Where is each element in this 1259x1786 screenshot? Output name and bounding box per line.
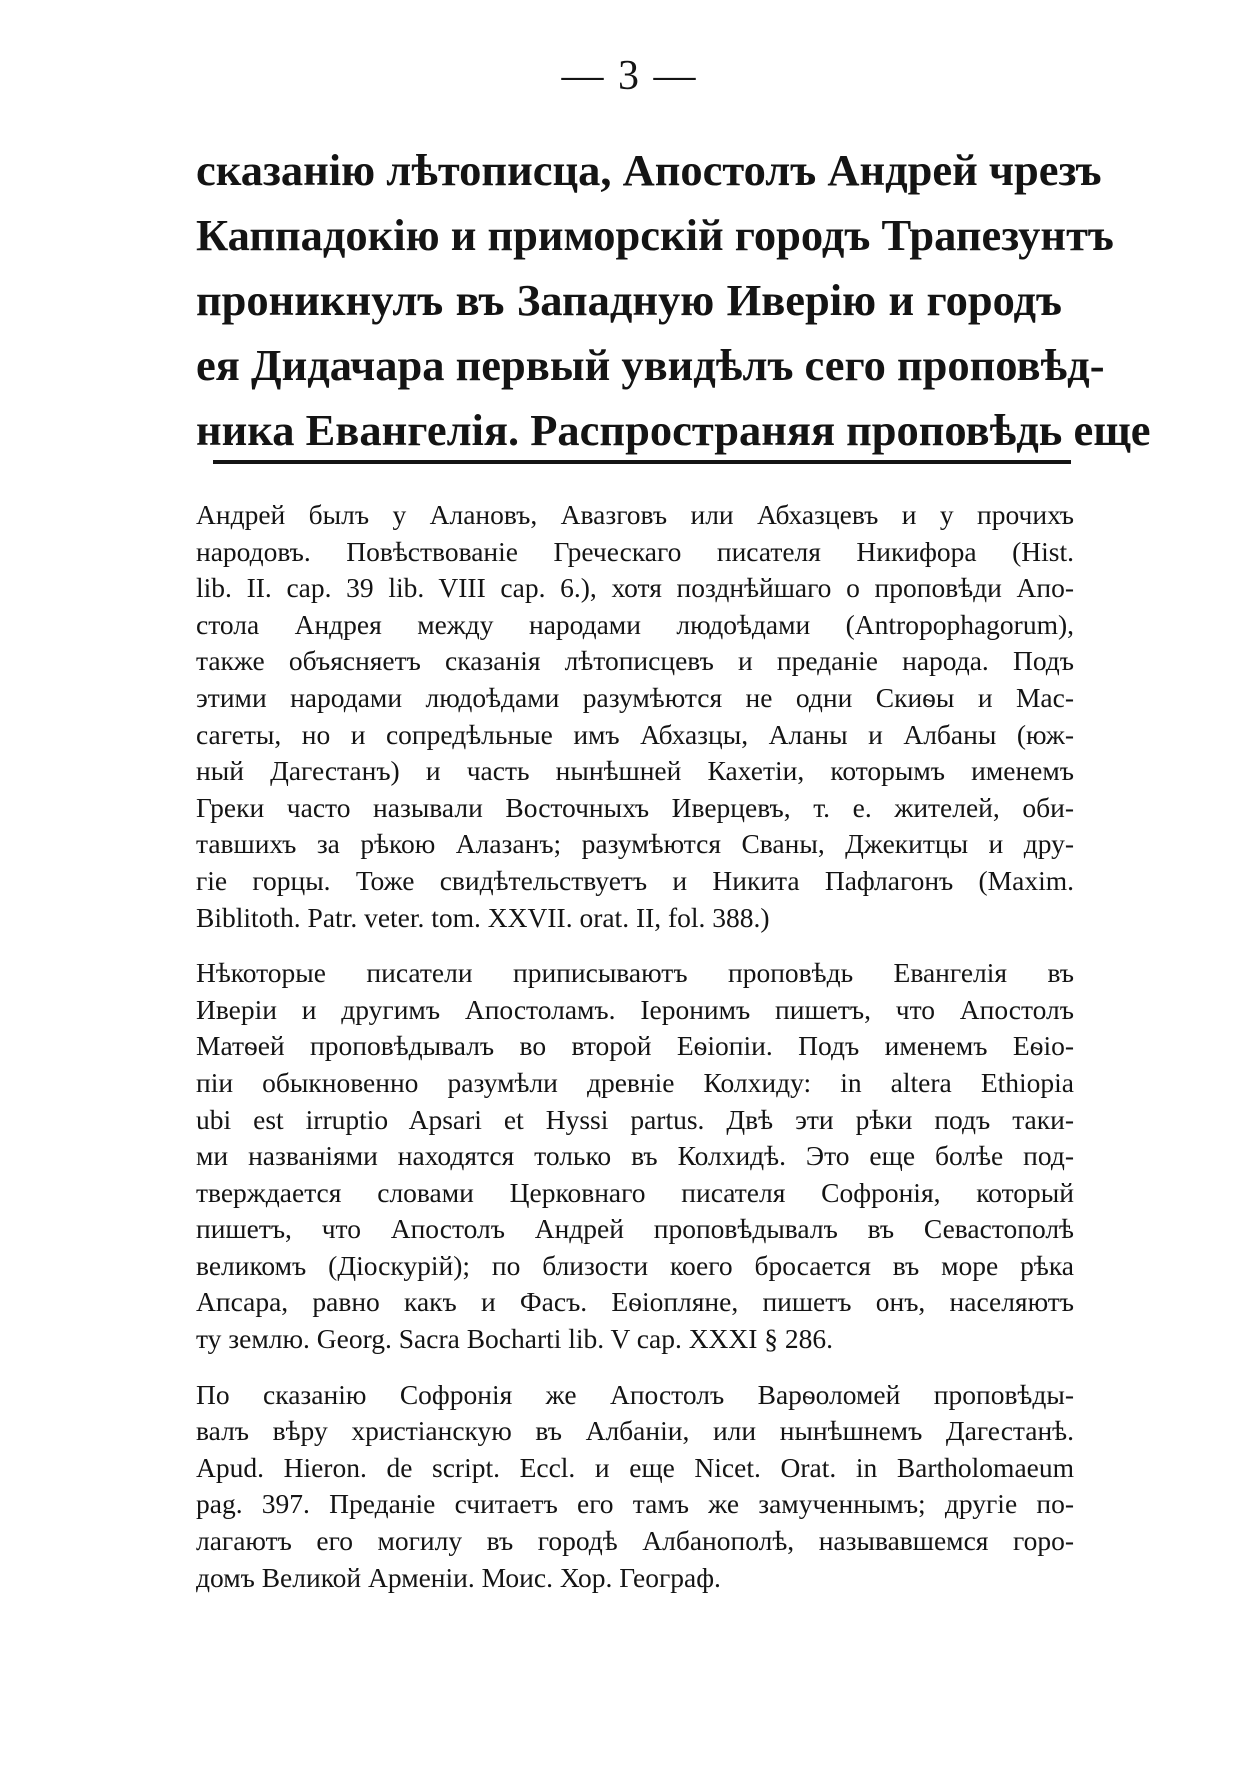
footnote-line: По сказанію Софронія же Апостолъ Варѳоломей проповѣды- <box>196 1378 1074 1410</box>
page-number: — 3 — <box>561 53 698 99</box>
footnote-line: лагаютъ его могилу въ городѣ Албанополѣ, называвшемся горо- <box>196 1525 1074 1557</box>
footnotes <box>196 497 1074 1596</box>
footnote-line: ubi est irruptio Apsari et Hyssi partus. Двѣ эти рѣки подъ таки- <box>196 1103 1074 1135</box>
footnote-line: Матѳей проповѣдывалъ во второй Еѳіопіи. Подъ именемъ Еѳіо- <box>196 1030 1074 1062</box>
main-line: сказанію лѣтописца, Апостолъ Андрей чрезъ <box>196 145 1102 195</box>
footnote-line: Апсара, равно какъ и Фасъ. Еѳіопляне, пишетъ онъ, населяютъ <box>196 1286 1074 1318</box>
main-line: ея Дидачара первый увидѣлъ сего проповѣд- <box>196 340 1105 390</box>
footnote-line: Apud. Hieron. de script. Eccl. и еще Nicet. Orat. in Bartholomaeum <box>196 1451 1074 1483</box>
footnote-line: валъ вѣру христіанскую въ Албаніи, или нынѣшнемъ Дагестанѣ. <box>196 1415 1074 1447</box>
footnote-line: также объясняетъ сказанія лѣтописцевъ и преданіе народа. Подъ <box>196 645 1074 677</box>
footnote-line: ту землю. Georg. Sacra Bocharti lib. V cap. XXXI § 286. <box>196 1323 834 1355</box>
footnote-line: Андрей былъ у Алановъ, Авазговъ или Абхазцевъ и у прочихъ <box>196 499 1074 530</box>
footnote-line: Нѣкоторые писатели приписываютъ проповѣдь Евангелія въ <box>196 957 1074 989</box>
footnote-line: сагеты, но и сопредѣльные имъ Абхазцы, Аланы и Албаны (юж- <box>196 718 1074 750</box>
main-line: Каппадокію и приморскій городъ Трапезунтъ <box>196 210 1114 260</box>
footnote-line: ный Дагестанъ) и часть нынѣшней Кахетіи, которымъ именемъ <box>196 755 1074 787</box>
footnote-line: піи обыкновенно разумѣли древніе Колхиду: in altera Ethiopia <box>196 1066 1074 1098</box>
footnote-line: Иверіи и другимъ Апостоламъ. Іеронимъ пишетъ, что Апостолъ <box>196 993 1074 1025</box>
footnote-line: Греки часто называли Восточныхъ Иверцевъ, т. е. жителей, оби- <box>196 791 1074 823</box>
footnote-line: ми названіями находятся только въ Колхидѣ. Это еще болѣе под- <box>196 1140 1074 1172</box>
footnote-separator <box>213 460 1071 464</box>
footnote-line: lib. II. cap. 39 lib. VIII cap. 6.), хотя позднѣйшаго о проповѣди Апо- <box>196 572 1074 604</box>
footnote-paragraph <box>196 497 1074 936</box>
footnote-line: пишетъ, что Апостолъ Андрей проповѣдывалъ въ Севастополѣ <box>196 1213 1074 1245</box>
footnote-line: народовъ. Повѣствованіе Греческаго писателя Никифора (Hist. <box>196 535 1074 567</box>
footnote-line: тверждается словами Церковнаго писателя Софронія, который <box>196 1176 1074 1208</box>
footnote-line: тавшихъ за рѣкою Алазанъ; разумѣются Сваны, Джекитцы и дру- <box>196 828 1074 860</box>
footnote-paragraph <box>196 1377 1074 1597</box>
footnote-line: гіе горцы. Тоже свидѣтельствуетъ и Никита Пафлагонъ (Maxim. <box>196 864 1074 896</box>
footnote-line: pag. 397. Преданіе считаетъ его тамъ же замученнымъ; другіе по- <box>196 1488 1074 1520</box>
main-text <box>196 138 1151 463</box>
footnote-line: великомъ (Діоскурій); по близости коего бросается въ море рѣка <box>196 1249 1074 1281</box>
footnote-line: домъ Великой Арменіи. Моис. Хор. Географ. <box>196 1561 721 1593</box>
main-line: ника Евангелія. Распространяя проповѣдь еще <box>196 405 1151 455</box>
footnote-line: Biblitoth. Patr. veter. tom. XXVII. orat. II, fol. 388.) <box>196 901 770 933</box>
footnote-paragraph <box>196 955 1074 1358</box>
footnote-line: стола Андрея между народами людоѣдами (Antropophagorum), <box>196 608 1074 640</box>
footnote-line: этими народами людоѣдами разумѣются не одни Скиѳы и Мас- <box>196 681 1074 713</box>
main-line: проникнулъ въ Западную Иверію и городъ <box>196 275 1062 325</box>
